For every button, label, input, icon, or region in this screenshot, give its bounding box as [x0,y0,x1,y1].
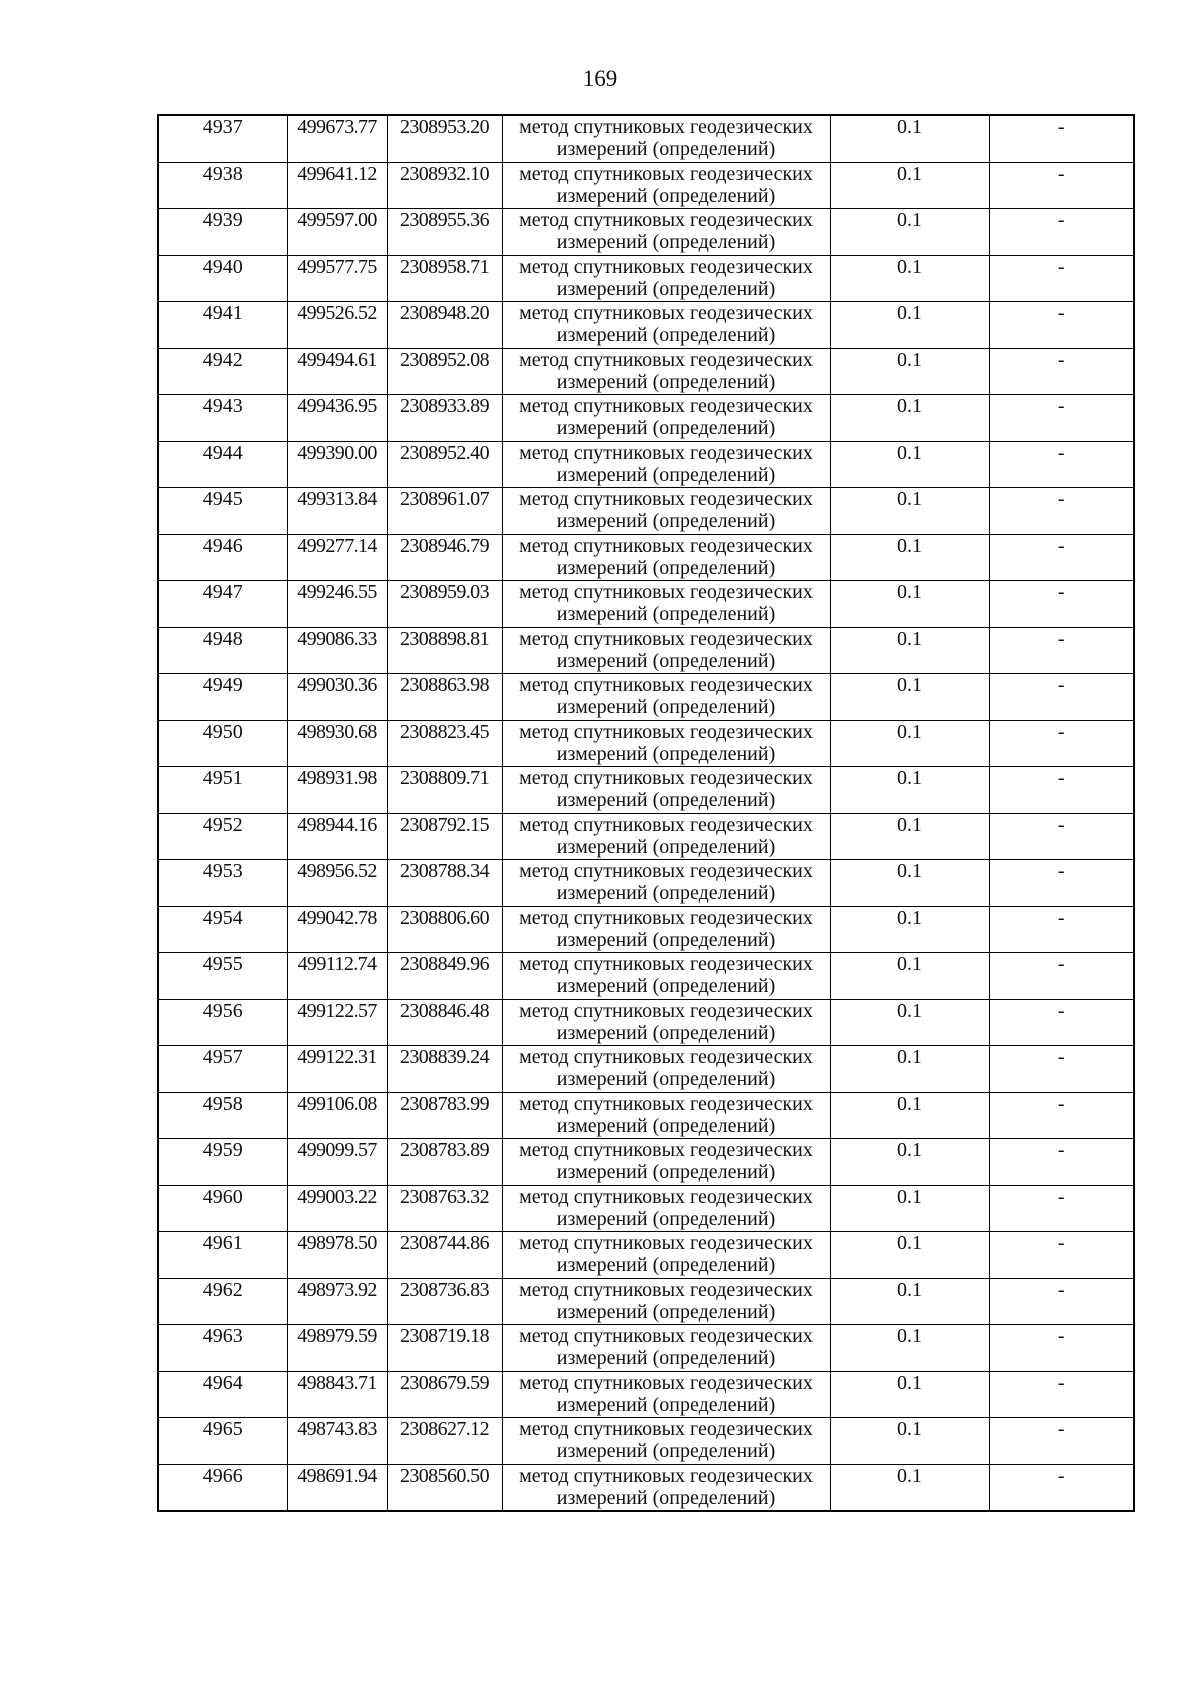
y-coordinate-cell: 2308955.36 [387,209,502,256]
note-cell: - [989,1185,1134,1232]
method-cell: метод спутниковых геодезических измерений (определений) [502,1418,830,1465]
accuracy-cell: 0.1 [830,534,989,581]
page-number: 169 [582,66,618,91]
method-cell: метод спутниковых геодезических измерений (определений) [502,255,830,302]
table-row [158,627,1134,674]
y-coordinate-cell: 2308744.86 [387,1232,502,1279]
point-number-cell: 4950 [158,720,287,767]
point-number-cell: 4956 [158,999,287,1046]
table-row [158,1092,1134,1139]
accuracy-cell: 0.1 [830,209,989,256]
note-cell: - [989,1418,1134,1465]
point-number-cell: 4937 [158,115,287,162]
table-row [158,1325,1134,1372]
method-cell: метод спутниковых геодезических измерений (определений) [502,302,830,349]
table-row [158,1232,1134,1279]
note-cell: - [989,1092,1134,1139]
note-cell: - [989,953,1134,1000]
method-cell: метод спутниковых геодезических измерений (определений) [502,209,830,256]
method-cell: метод спутниковых геодезических измерений (определений) [502,1046,830,1093]
y-coordinate-cell: 2308823.45 [387,720,502,767]
x-coordinate-cell: 499673.77 [287,115,387,162]
method-cell: метод спутниковых геодезических измерений (определений) [502,1185,830,1232]
point-number-cell: 4942 [158,348,287,395]
note-cell: - [989,1371,1134,1418]
x-coordinate-cell: 498944.16 [287,813,387,860]
table-row [158,813,1134,860]
y-coordinate-cell: 2308560.50 [387,1464,502,1511]
y-coordinate-cell: 2308627.12 [387,1418,502,1465]
method-cell: метод спутниковых геодезических измерений (определений) [502,953,830,1000]
accuracy-cell: 0.1 [830,1139,989,1186]
y-coordinate-cell: 2308863.98 [387,674,502,721]
table-row [158,209,1134,256]
method-cell: метод спутниковых геодезических измерений (определений) [502,1325,830,1372]
accuracy-cell: 0.1 [830,302,989,349]
table-row [158,255,1134,302]
point-number-cell: 4940 [158,255,287,302]
x-coordinate-cell: 499030.36 [287,674,387,721]
point-number-cell: 4945 [158,488,287,535]
x-coordinate-cell: 498743.83 [287,1418,387,1465]
y-coordinate-cell: 2308783.89 [387,1139,502,1186]
accuracy-cell: 0.1 [830,1232,989,1279]
y-coordinate-cell: 2308958.71 [387,255,502,302]
table-row [158,302,1134,349]
x-coordinate-cell: 499597.00 [287,209,387,256]
table-row [158,674,1134,721]
y-coordinate-cell: 2308719.18 [387,1325,502,1372]
point-number-cell: 4951 [158,767,287,814]
table-row [158,767,1134,814]
y-coordinate-cell: 2308806.60 [387,906,502,953]
table-body [158,115,1134,1511]
x-coordinate-cell: 498691.94 [287,1464,387,1511]
accuracy-cell: 0.1 [830,581,989,628]
note-cell: - [989,1464,1134,1511]
method-cell: метод спутниковых геодезических измерений (определений) [502,627,830,674]
point-number-cell: 4948 [158,627,287,674]
y-coordinate-cell: 2308679.59 [387,1371,502,1418]
accuracy-cell: 0.1 [830,1278,989,1325]
note-cell: - [989,1278,1134,1325]
accuracy-cell: 0.1 [830,813,989,860]
x-coordinate-cell: 498973.92 [287,1278,387,1325]
method-cell: метод спутниковых геодезических измерений (определений) [502,1278,830,1325]
note-cell: - [989,395,1134,442]
note-cell: - [989,674,1134,721]
point-number-cell: 4946 [158,534,287,581]
method-cell: метод спутниковых геодезических измерений (определений) [502,488,830,535]
x-coordinate-cell: 499122.31 [287,1046,387,1093]
x-coordinate-cell: 498931.98 [287,767,387,814]
method-cell: метод спутниковых геодезических измерений (определений) [502,581,830,628]
point-number-cell: 4963 [158,1325,287,1372]
method-cell: метод спутниковых геодезических измерений (определений) [502,534,830,581]
table-row [158,348,1134,395]
table-row [158,720,1134,767]
point-number-cell: 4938 [158,162,287,209]
y-coordinate-cell: 2308952.40 [387,441,502,488]
y-coordinate-cell: 2308959.03 [387,581,502,628]
x-coordinate-cell: 499042.78 [287,906,387,953]
point-number-cell: 4959 [158,1139,287,1186]
y-coordinate-cell: 2308736.83 [387,1278,502,1325]
note-cell: - [989,627,1134,674]
method-cell: метод спутниковых геодезических измерений (определений) [502,162,830,209]
coordinates-table [157,114,1135,1512]
method-cell: метод спутниковых геодезических измерений (определений) [502,348,830,395]
method-cell: метод спутниковых геодезических измерений (определений) [502,1092,830,1139]
note-cell: - [989,999,1134,1046]
point-number-cell: 4961 [158,1232,287,1279]
x-coordinate-cell: 499577.75 [287,255,387,302]
x-coordinate-cell: 499526.52 [287,302,387,349]
method-cell: метод спутниковых геодезических измерений (определений) [502,906,830,953]
x-coordinate-cell: 498956.52 [287,860,387,907]
table-row [158,395,1134,442]
method-cell: метод спутниковых геодезических измерений (определений) [502,115,830,162]
x-coordinate-cell: 498843.71 [287,1371,387,1418]
note-cell: - [989,348,1134,395]
y-coordinate-cell: 2308763.32 [387,1185,502,1232]
x-coordinate-cell: 498979.59 [287,1325,387,1372]
point-number-cell: 4954 [158,906,287,953]
x-coordinate-cell: 499436.95 [287,395,387,442]
accuracy-cell: 0.1 [830,348,989,395]
note-cell: - [989,906,1134,953]
method-cell: метод спутниковых геодезических измерений (определений) [502,395,830,442]
x-coordinate-cell: 499313.84 [287,488,387,535]
table-row [158,906,1134,953]
method-cell: метод спутниковых геодезических измерений (определений) [502,1232,830,1279]
method-cell: метод спутниковых геодезических измерений (определений) [502,1139,830,1186]
y-coordinate-cell: 2308948.20 [387,302,502,349]
table-row [158,1464,1134,1511]
point-number-cell: 4966 [158,1464,287,1511]
accuracy-cell: 0.1 [830,953,989,1000]
x-coordinate-cell: 499106.08 [287,1092,387,1139]
note-cell: - [989,720,1134,767]
accuracy-cell: 0.1 [830,395,989,442]
table-row [158,1371,1134,1418]
x-coordinate-cell: 499003.22 [287,1185,387,1232]
point-number-cell: 4955 [158,953,287,1000]
point-number-cell: 4960 [158,1185,287,1232]
method-cell: метод спутниковых геодезических измерений (определений) [502,720,830,767]
note-cell: - [989,860,1134,907]
y-coordinate-cell: 2308846.48 [387,999,502,1046]
note-cell: - [989,255,1134,302]
x-coordinate-cell: 499112.74 [287,953,387,1000]
point-number-cell: 4947 [158,581,287,628]
x-coordinate-cell: 499277.14 [287,534,387,581]
table-row [158,953,1134,1000]
x-coordinate-cell: 499641.12 [287,162,387,209]
accuracy-cell: 0.1 [830,767,989,814]
method-cell: метод спутниковых геодезических измерений (определений) [502,999,830,1046]
accuracy-cell: 0.1 [830,255,989,302]
y-coordinate-cell: 2308839.24 [387,1046,502,1093]
point-number-cell: 4941 [158,302,287,349]
y-coordinate-cell: 2308953.20 [387,115,502,162]
note-cell: - [989,115,1134,162]
y-coordinate-cell: 2308946.79 [387,534,502,581]
table-row [158,999,1134,1046]
method-cell: метод спутниковых геодезических измерений (определений) [502,1371,830,1418]
note-cell: - [989,1046,1134,1093]
accuracy-cell: 0.1 [830,1371,989,1418]
table-row [158,441,1134,488]
point-number-cell: 4962 [158,1278,287,1325]
table-row [158,1046,1134,1093]
table-row [158,860,1134,907]
table-row [158,1185,1134,1232]
note-cell: - [989,302,1134,349]
method-cell: метод спутниковых геодезических измерений (определений) [502,441,830,488]
table-row [158,488,1134,535]
accuracy-cell: 0.1 [830,115,989,162]
accuracy-cell: 0.1 [830,1185,989,1232]
note-cell: - [989,209,1134,256]
accuracy-cell: 0.1 [830,860,989,907]
note-cell: - [989,534,1134,581]
x-coordinate-cell: 499390.00 [287,441,387,488]
y-coordinate-cell: 2308898.81 [387,627,502,674]
y-coordinate-cell: 2308961.07 [387,488,502,535]
table-row [158,581,1134,628]
accuracy-cell: 0.1 [830,674,989,721]
point-number-cell: 4949 [158,674,287,721]
y-coordinate-cell: 2308792.15 [387,813,502,860]
y-coordinate-cell: 2308783.99 [387,1092,502,1139]
point-number-cell: 4965 [158,1418,287,1465]
accuracy-cell: 0.1 [830,488,989,535]
method-cell: метод спутниковых геодезических измерений (определений) [502,767,830,814]
point-number-cell: 4939 [158,209,287,256]
accuracy-cell: 0.1 [830,999,989,1046]
method-cell: метод спутниковых геодезических измерений (определений) [502,674,830,721]
note-cell: - [989,441,1134,488]
accuracy-cell: 0.1 [830,441,989,488]
method-cell: метод спутниковых геодезических измерений (определений) [502,860,830,907]
accuracy-cell: 0.1 [830,627,989,674]
note-cell: - [989,1139,1134,1186]
accuracy-cell: 0.1 [830,906,989,953]
x-coordinate-cell: 499494.61 [287,348,387,395]
table-row [158,534,1134,581]
table-row [158,1278,1134,1325]
y-coordinate-cell: 2308933.89 [387,395,502,442]
x-coordinate-cell: 499099.57 [287,1139,387,1186]
note-cell: - [989,1325,1134,1372]
accuracy-cell: 0.1 [830,720,989,767]
point-number-cell: 4964 [158,1371,287,1418]
accuracy-cell: 0.1 [830,162,989,209]
note-cell: - [989,488,1134,535]
y-coordinate-cell: 2308788.34 [387,860,502,907]
x-coordinate-cell: 499246.55 [287,581,387,628]
y-coordinate-cell: 2308809.71 [387,767,502,814]
accuracy-cell: 0.1 [830,1418,989,1465]
point-number-cell: 4957 [158,1046,287,1093]
y-coordinate-cell: 2308849.96 [387,953,502,1000]
method-cell: метод спутниковых геодезических измерений (определений) [502,1464,830,1511]
table-row [158,115,1134,162]
note-cell: - [989,767,1134,814]
note-cell: - [989,162,1134,209]
accuracy-cell: 0.1 [830,1046,989,1093]
table-row [158,162,1134,209]
table-row [158,1139,1134,1186]
x-coordinate-cell: 499086.33 [287,627,387,674]
note-cell: - [989,1232,1134,1279]
x-coordinate-cell: 498930.68 [287,720,387,767]
point-number-cell: 4943 [158,395,287,442]
method-cell: метод спутниковых геодезических измерений (определений) [502,813,830,860]
accuracy-cell: 0.1 [830,1464,989,1511]
x-coordinate-cell: 499122.57 [287,999,387,1046]
point-number-cell: 4944 [158,441,287,488]
y-coordinate-cell: 2308932.10 [387,162,502,209]
accuracy-cell: 0.1 [830,1325,989,1372]
x-coordinate-cell: 498978.50 [287,1232,387,1279]
note-cell: - [989,581,1134,628]
accuracy-cell: 0.1 [830,1092,989,1139]
point-number-cell: 4953 [158,860,287,907]
note-cell: - [989,813,1134,860]
table-row [158,1418,1134,1465]
point-number-cell: 4958 [158,1092,287,1139]
y-coordinate-cell: 2308952.08 [387,348,502,395]
point-number-cell: 4952 [158,813,287,860]
